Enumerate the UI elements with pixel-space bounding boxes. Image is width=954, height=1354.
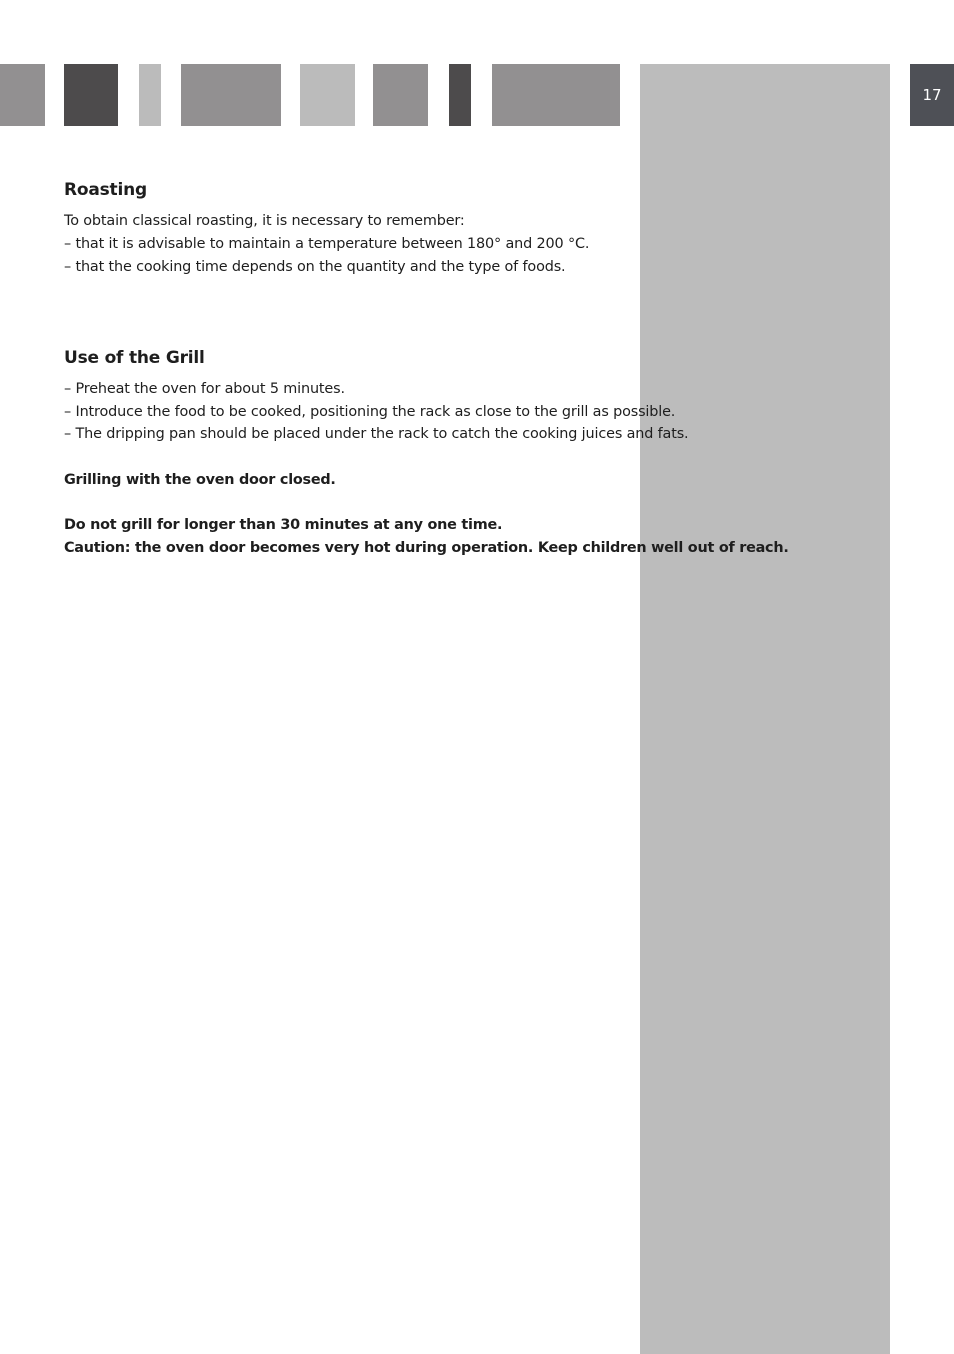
grill-line-3: – The dripping pan should be placed under the rack to catch the cooking juices and fats. [64,426,689,442]
grill-line-1: – Preheat the oven for about 5 minutes. [64,381,345,397]
roasting-line-1: To obtain classical roasting, it is necessary to remember: [64,213,465,229]
header-block-7 [449,64,471,126]
header-block-8 [492,64,620,126]
roasting-title: Roasting [64,180,147,200]
grill-title: Use of the Grill [64,348,205,368]
roasting-line-2: – that it is advisable to maintain a temperature between 180° and 200 °C. [64,236,590,252]
header-block-5 [300,64,355,126]
header-block-2 [64,64,118,126]
side-panel [640,64,890,1354]
page-number: 17 [910,64,954,126]
grill-line-2: – Introduce the food to be cooked, positioning the rack as close to the grill as possible. [64,404,676,420]
grill-note: Grilling with the oven door closed. [64,472,336,488]
header-block-3 [139,64,161,126]
grill-warning-2: Caution: the oven door becomes very hot during operation. Keep children well out of reach. [64,540,789,556]
header-block-1 [0,64,45,126]
roasting-line-3: – that the cooking time depends on the quantity and the type of foods. [64,259,566,275]
grill-warning-1: Do not grill for longer than 30 minutes at any one time. [64,517,503,533]
header-block-4 [181,64,281,126]
header-block-6 [373,64,428,126]
